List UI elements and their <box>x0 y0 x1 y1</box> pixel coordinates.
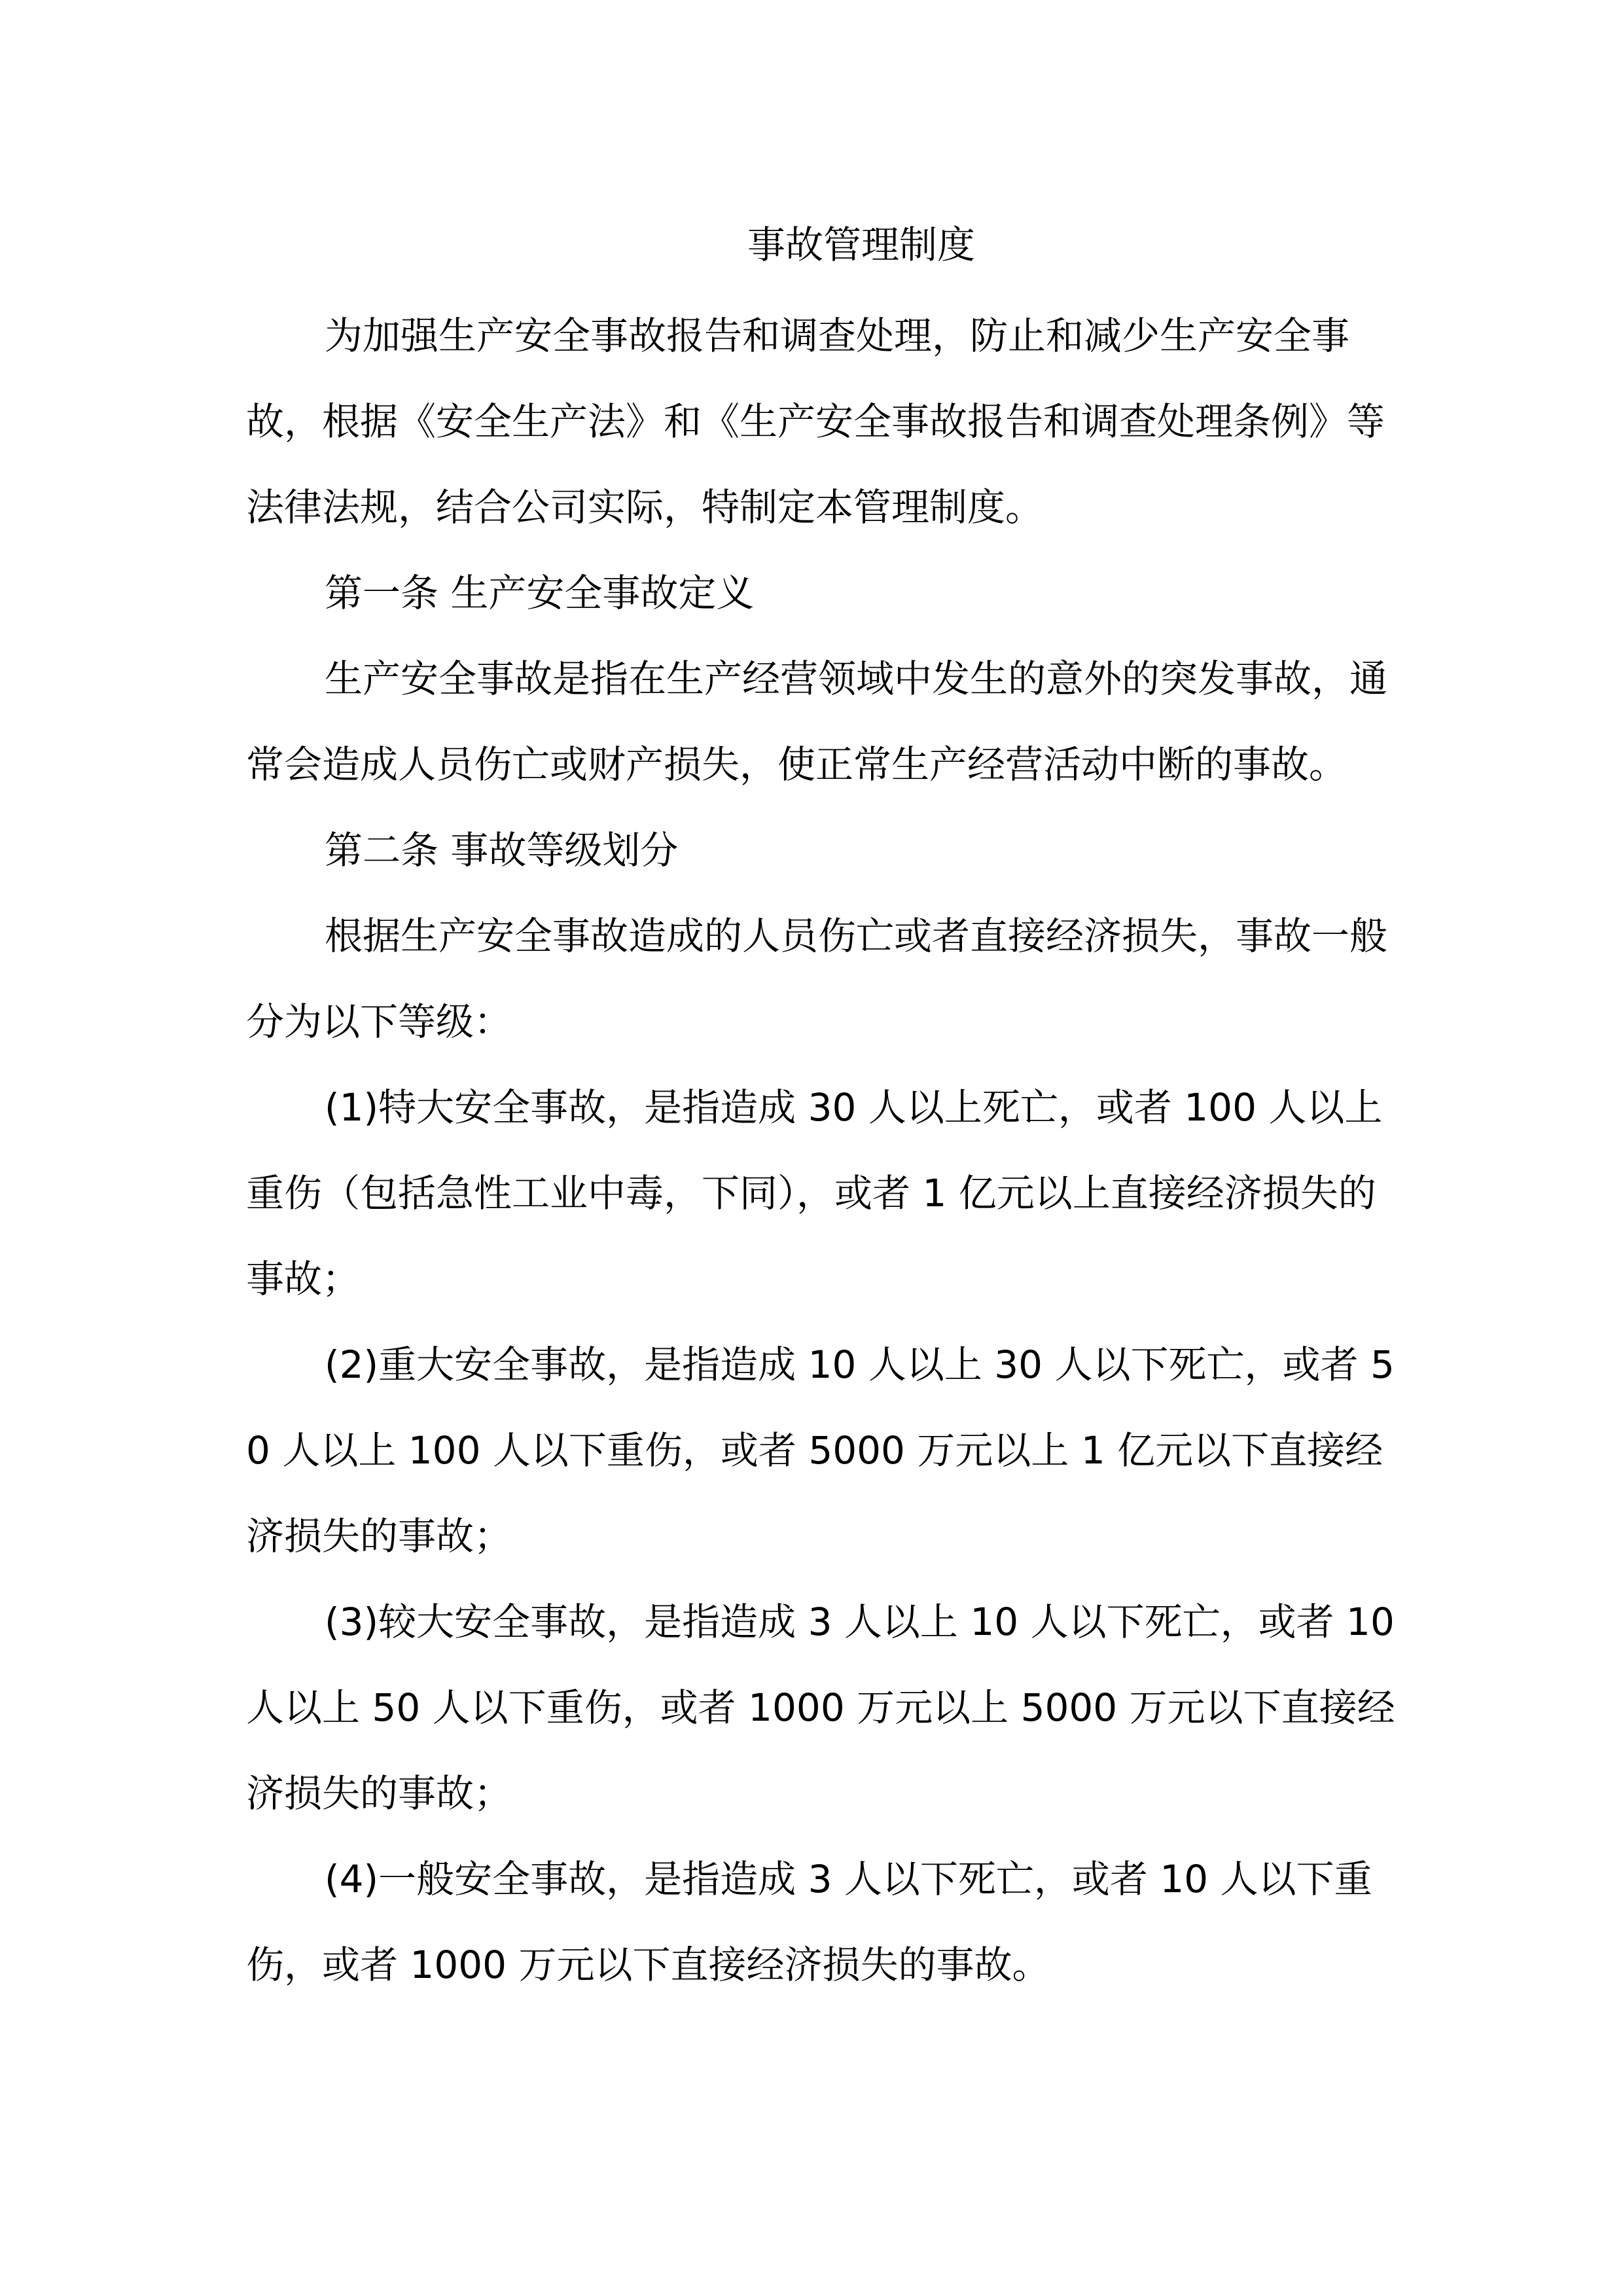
article-1-heading: 第一条 生产安全事故定义 <box>325 571 755 615</box>
article-1-definition: 生产安全事故是指在生产经营领域中发生的意外的突发事故，通常会造成人员伤亡或财产损失，使正常生产经营活动中断的事故。 <box>246 656 1388 787</box>
document-body <box>246 208 1398 2008</box>
grade-1-item: (1)特大安全事故，是指造成 30 人以上死亡，或者 100 人以上重伤（包括急性工业中毒，下同），或者 1 亿元以上直接经济损失的事故； <box>246 1085 1383 1301</box>
grade-2-item: (2)重大安全事故，是指造成 10 人以上 30 人以下死亡，或者 50 人以上 100 人以下重伤，或者 5000 万元以上 1 亿元以下直接经济损失的事故； <box>246 1342 1395 1558</box>
document-title: 事故管理制度 <box>747 223 975 267</box>
grade-4-item: (4)一般安全事故，是指造成 3 人以下死亡，或者 10 人以下重伤，或者 1000 万元以下直接经济损失的事故。 <box>246 1857 1372 1987</box>
grade-3-item: (3)较大安全事故，是指造成 3 人以上 10 人以下死亡，或者 10 人以上 50 人以下重伤，或者 1000 万元以上 5000 万元以下直接经济损失的事故； <box>246 1600 1395 1816</box>
article-2-intro: 根据生产安全事故造成的人员伤亡或者直接经济损失，事故一般分为以下等级： <box>246 914 1388 1044</box>
intro-paragraph: 为加强生产安全事故报告和调查处理，防止和减少生产安全事故，根据《安全生产法》和《生产安全事故报告和调查处理条例》等法律法规，结合公司实际，特制定本管理制度。 <box>246 314 1385 529</box>
article-2-heading: 第二条 事故等级划分 <box>325 828 679 872</box>
